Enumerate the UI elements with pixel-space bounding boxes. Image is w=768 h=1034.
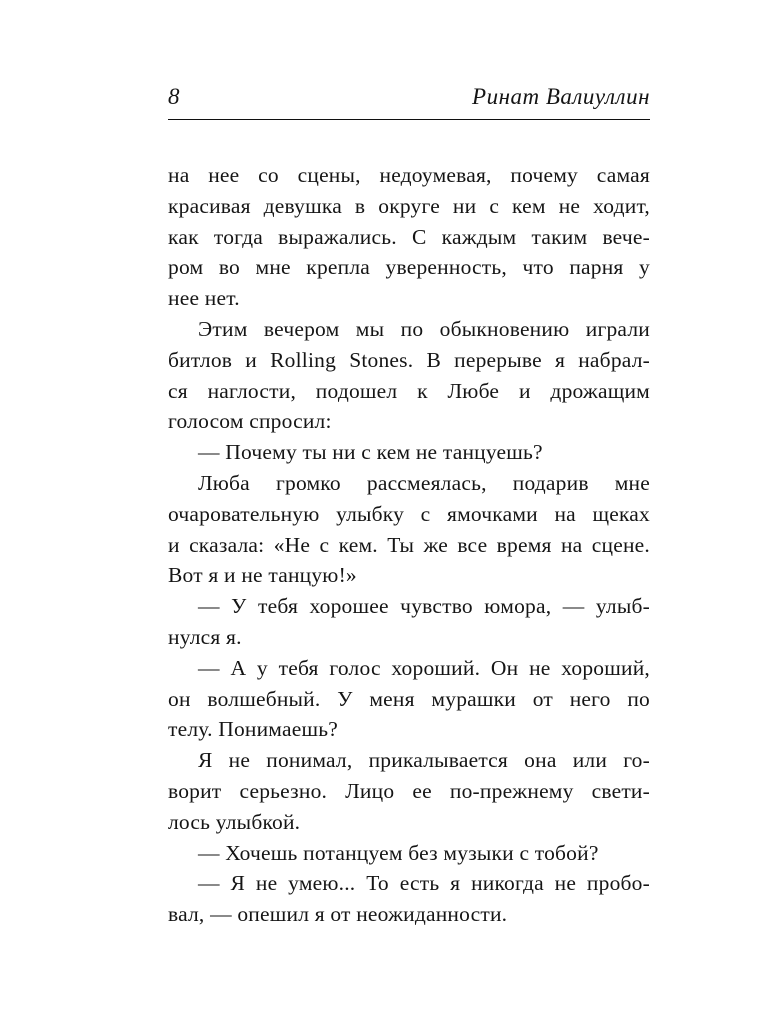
text-line: — А у тебя голос хороший. Он не хороший, <box>198 655 650 680</box>
paragraph <box>168 745 650 837</box>
text-line: — Хочешь потанцуем без музыки с тобой? <box>198 840 599 865</box>
text-line: — У тебя хорошее чувство юмора, — улыб- <box>198 594 650 619</box>
text-line: ся наглости, подошел к Любе и дрожащим <box>168 378 650 403</box>
text-line: голосом спросил: <box>168 409 332 434</box>
page-body <box>168 160 650 930</box>
text-line: на нее со сцены, недоумевая, почему самая <box>168 163 650 187</box>
text-line: красивая девушка в округе ни с кем не ходит, <box>168 193 650 218</box>
text-line: Я не понимал, прикалывается она или го- <box>198 748 650 773</box>
text-line: Вот я и не танцую!» <box>168 563 357 588</box>
paragraph <box>168 468 650 591</box>
paragraph <box>168 591 650 653</box>
paragraph <box>168 160 650 314</box>
text-line: Этим вечером мы по обыкновению играли <box>198 316 650 341</box>
text-line: — Почему ты ни с кем не танцуешь? <box>198 440 543 465</box>
author-name: Ринат Валиуллин <box>472 84 650 109</box>
text-line: он волшебный. У меня мурашки от него по <box>168 686 650 711</box>
paragraph <box>168 437 650 468</box>
text-line: Люба громко рассмеялась, подарив мне <box>198 470 650 495</box>
text-line: лось улыбкой. <box>168 809 301 834</box>
paragraph <box>168 868 650 930</box>
paragraph <box>168 314 650 437</box>
text-line: ром во мне крепла уверенность, что парня у <box>168 255 650 280</box>
text-line: и сказала: «Не с кем. Ты же все время на сцене. <box>168 532 650 557</box>
header-rule <box>168 119 650 120</box>
paragraph <box>168 653 650 745</box>
text-line: как тогда выражались. С каждым таким вече- <box>168 224 650 249</box>
text-line: очаровательную улыбку с ямочками на щеках <box>168 501 650 526</box>
text-line: битлов и Rolling Stones. В перерыве я набрал- <box>168 347 650 372</box>
text-line: — Я не умею... То есть я никогда не пробо- <box>198 871 650 896</box>
text-block <box>168 84 650 930</box>
text-line: телу. Понимаешь? <box>168 717 338 742</box>
text-line: вал, — опешил я от неожиданности. <box>168 902 508 927</box>
text-line: ворит серьезно. Лицо ее по-прежнему свети- <box>168 778 650 803</box>
text-line: нее нет. <box>168 286 240 311</box>
running-header <box>168 84 650 110</box>
text-line: нулся я. <box>168 624 242 649</box>
paragraph <box>168 838 650 869</box>
page-number: 8 <box>168 84 180 109</box>
